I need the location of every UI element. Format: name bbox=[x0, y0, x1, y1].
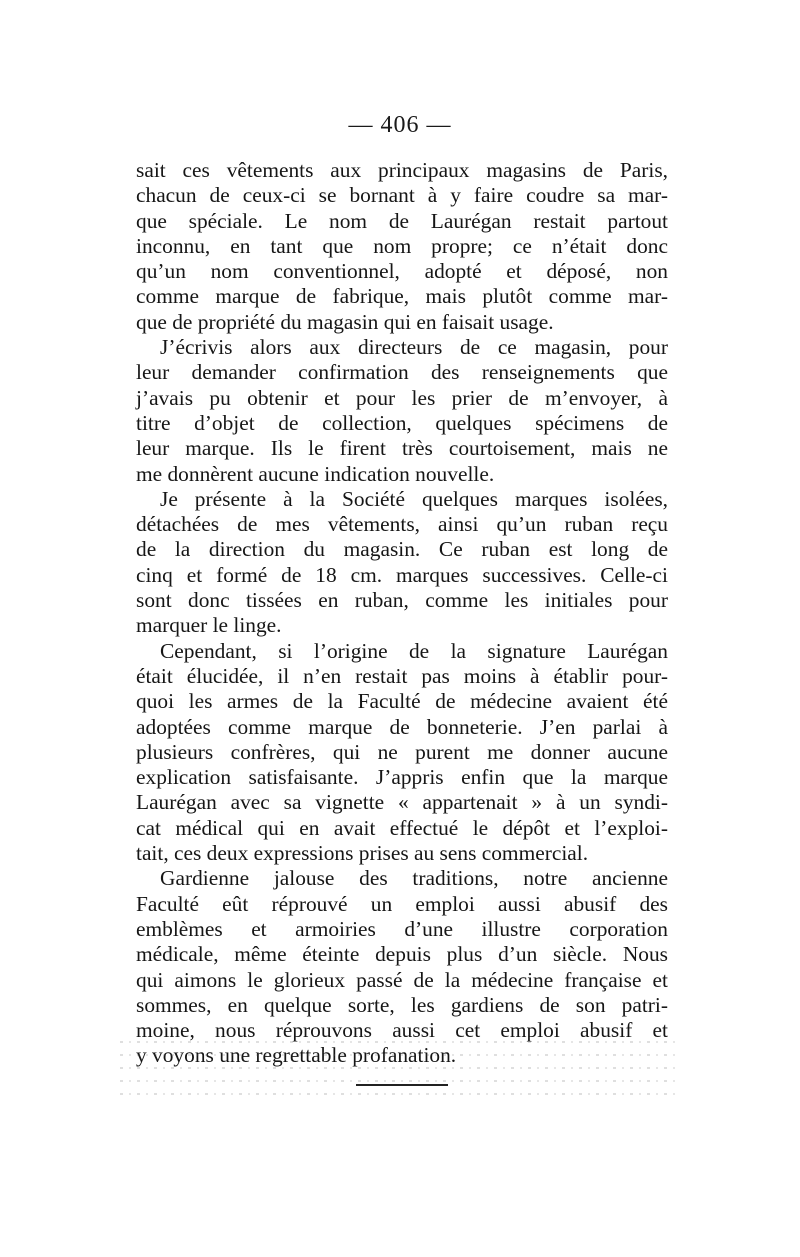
text-line: leur demander confirmation des renseignements que bbox=[136, 360, 668, 385]
text-line: emblèmes et armoiries d’une illustre corporation bbox=[136, 916, 668, 941]
paragraph-start: Cependant, si l’origine de la signature Laurégan bbox=[160, 638, 668, 663]
text-line: qui aimons le glorieux passé de la médecine française et bbox=[136, 967, 668, 992]
text-line: quoi les armes de la Faculté de médecine avaient été bbox=[136, 689, 668, 714]
text-line: sait ces vêtements aux principaux magasins de Paris, bbox=[136, 158, 668, 182]
text-line: chacun de ceux-ci se bornant à y faire coudre sa mar- bbox=[136, 183, 668, 208]
text-line: médicale, même éteinte depuis plus d’un siècle. Nous bbox=[136, 942, 668, 967]
paragraph-start: Gardienne jalouse des traditions, notre ancienne bbox=[160, 866, 668, 891]
end-rule bbox=[356, 1084, 448, 1086]
text-line: moine, nous réprouvons aussi cet emploi abusif et bbox=[136, 1018, 668, 1043]
text-line: leur marque. Ils le firent très courtoisement, mais ne bbox=[136, 436, 668, 461]
text-line: y voyons une regrettable profanation. bbox=[136, 1043, 457, 1068]
text-line: détachées de mes vêtements, ainsi qu’un ruban reçu bbox=[136, 512, 668, 537]
text-line: me donnèrent aucune indication nouvelle. bbox=[136, 461, 495, 486]
text-line: inconnu, en tant que nom propre; ce n’était donc bbox=[136, 233, 668, 258]
text-line: qu’un nom conventionnel, adopté et déposé, non bbox=[136, 259, 668, 284]
text-line: marquer le linge. bbox=[136, 613, 282, 638]
text-line: explication satisfaisante. J’appris enfin que la marque bbox=[136, 765, 668, 790]
text-line: titre d’objet de collection, quelques spécimens de bbox=[136, 410, 668, 435]
text-line: comme marque de fabrique, mais plutôt comme mar- bbox=[136, 284, 668, 309]
body-text bbox=[136, 158, 668, 1069]
text-line: que de propriété du magasin qui en faisait usage. bbox=[136, 309, 554, 334]
text-line: cinq et formé de 18 cm. marques successives. Celle-ci bbox=[136, 562, 668, 587]
text-line: tait, ces deux expressions prises au sens commercial. bbox=[136, 841, 589, 866]
paragraph-start: J’écrivis alors aux directeurs de ce magasin, pour bbox=[160, 335, 668, 360]
text-line: sommes, en quelque sorte, les gardiens de son patri- bbox=[136, 992, 668, 1017]
text-line: adoptées comme marque de bonneterie. J’en parlai à bbox=[136, 714, 668, 739]
text-line: que spéciale. Le nom de Laurégan restait partout bbox=[136, 208, 668, 233]
text-line: sont donc tissées en ruban, comme les initiales pour bbox=[136, 588, 668, 613]
text-line: j’avais pu obtenir et pour les prier de m’envoyer, à bbox=[136, 385, 668, 410]
text-line: était élucidée, il n’en restait pas moins à établir pour- bbox=[136, 663, 668, 688]
text-line: Laurégan avec sa vignette « appartenait » à un syndi- bbox=[136, 790, 668, 815]
text-line: cat médical qui en avait effectué le dépôt et l’exploi- bbox=[136, 815, 668, 840]
page-number: — 406 — bbox=[348, 112, 452, 138]
paragraph-start: Je présente à la Société quelques marques isolées, bbox=[160, 486, 668, 511]
text-line: de la direction du magasin. Ce ruban est long de bbox=[136, 537, 668, 562]
text-line: Faculté eût réprouvé un emploi aussi abusif des bbox=[136, 891, 668, 916]
text-line: plusieurs confrères, qui ne purent me donner aucune bbox=[136, 739, 668, 764]
